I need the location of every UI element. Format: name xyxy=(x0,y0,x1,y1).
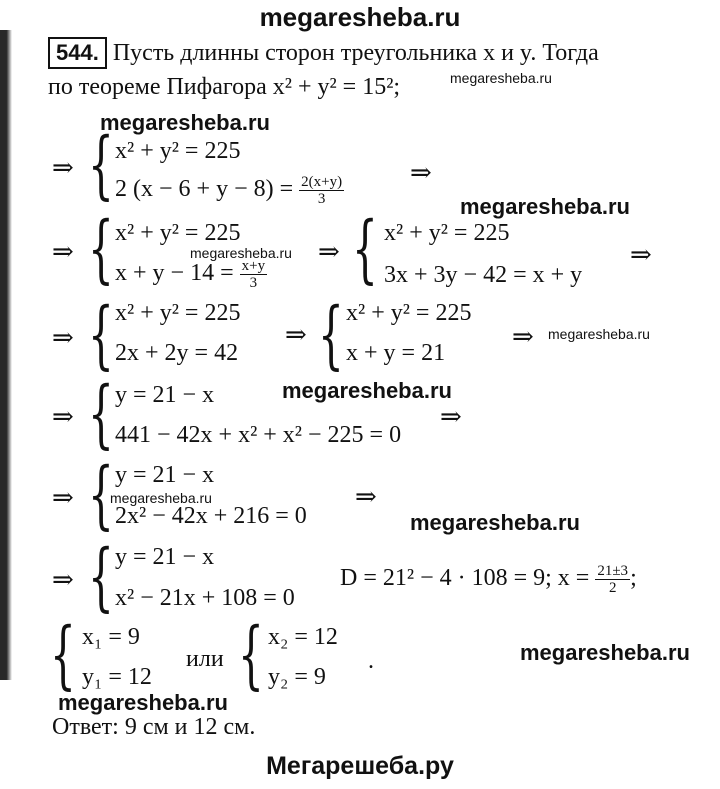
equation: 2x² − 42x + 216 = 0 xyxy=(115,503,307,529)
root: x₂ = 12 xyxy=(268,624,338,650)
answer: Ответ: 9 см и 12 см. xyxy=(52,714,256,740)
system-brace: { xyxy=(318,292,344,378)
or-word: или xyxy=(186,646,224,672)
equation: x² − 21x + 108 = 0 xyxy=(115,585,295,611)
watermark-2: megaresheba.ru xyxy=(460,194,630,219)
discriminant: D = 21² − 4 · 108 = 9; x = $\frac{21\pm 3}{2}$ ; xyxy=(340,563,637,596)
implies-arrow: ⇒ xyxy=(285,320,307,349)
watermark-small-2: megaresheba.ru xyxy=(190,245,292,261)
system-brace: { xyxy=(50,612,76,698)
equation: x + y = 21 xyxy=(346,340,446,366)
intro-line-1: Пусть длинны сторон треугольника x и y. Тогда xyxy=(112,40,599,66)
watermark-bottom: Мегарешеба.ру xyxy=(266,752,454,780)
equation: y = 21 − x xyxy=(115,462,215,488)
watermark-top: megaresheba.ru xyxy=(259,2,461,32)
system-brace: { xyxy=(88,371,114,457)
watermark-4: megaresheba.ru xyxy=(410,510,580,535)
implies-arrow: ⇒ xyxy=(52,237,74,266)
system-brace: { xyxy=(238,612,264,698)
watermark-small-4: megaresheba.ru xyxy=(110,490,212,506)
root: y₁ = 12 xyxy=(82,664,152,690)
equation: x² + y² = 225 xyxy=(115,220,241,246)
equation: 2 (x − 6 + y − 8) = $\frac{2(x+y)}{3}$ xyxy=(115,174,343,207)
watermark-3: megaresheba.ru xyxy=(282,378,452,403)
equation: y = 21 − x xyxy=(115,382,215,408)
system-brace: { xyxy=(352,206,378,292)
equation: 441 − 42x + x² + x² − 225 = 0 xyxy=(115,422,402,448)
system-brace: { xyxy=(88,452,114,538)
root: y₂ = 9 xyxy=(268,664,326,690)
watermark-1: megaresheba.ru xyxy=(100,110,270,135)
watermark-5: megaresheba.ru xyxy=(520,640,690,665)
equation: x + y − 14 = $\frac{x+y}{3}$ xyxy=(115,258,266,291)
equation: y = 21 − x xyxy=(115,544,215,570)
implies-arrow: ⇒ xyxy=(318,237,340,266)
implies-arrow: ⇒ xyxy=(52,565,74,594)
equation: x² + y² = 225 xyxy=(346,300,472,326)
scan-edge xyxy=(0,30,12,680)
watermark-6: megaresheba.ru xyxy=(58,690,228,715)
implies-arrow: ⇒ xyxy=(440,402,462,431)
system-brace: { xyxy=(88,292,114,378)
problem-number: 544. xyxy=(48,37,107,69)
watermark-small-3: megaresheba.ru xyxy=(548,326,650,342)
equation: x² + y² = 225 xyxy=(384,220,510,246)
implies-arrow: ⇒ xyxy=(52,402,74,431)
watermark-small-1: megaresheba.ru xyxy=(450,70,552,86)
root: x₁ = 9 xyxy=(82,624,140,650)
implies-arrow: ⇒ xyxy=(355,482,377,511)
implies-arrow: ⇒ xyxy=(630,240,652,269)
implies-arrow: ⇒ xyxy=(52,323,74,352)
implies-arrow: ⇒ xyxy=(512,322,534,351)
system-brace: { xyxy=(88,122,114,208)
intro-line-2: по теореме Пифагора x² + y² = 15²; xyxy=(48,74,401,100)
equation: x² + y² = 225 xyxy=(115,138,241,164)
system-brace: { xyxy=(88,534,114,620)
system-brace: { xyxy=(88,206,114,292)
problem-intro xyxy=(48,36,698,104)
implies-arrow: ⇒ xyxy=(52,153,74,182)
implies-arrow: ⇒ xyxy=(52,483,74,512)
equation: x² + y² = 225 xyxy=(115,300,241,326)
equation: 2x + 2y = 42 xyxy=(115,340,239,366)
implies-arrow: ⇒ xyxy=(410,158,432,187)
equation: 3x + 3y − 42 = x + y xyxy=(384,262,583,288)
